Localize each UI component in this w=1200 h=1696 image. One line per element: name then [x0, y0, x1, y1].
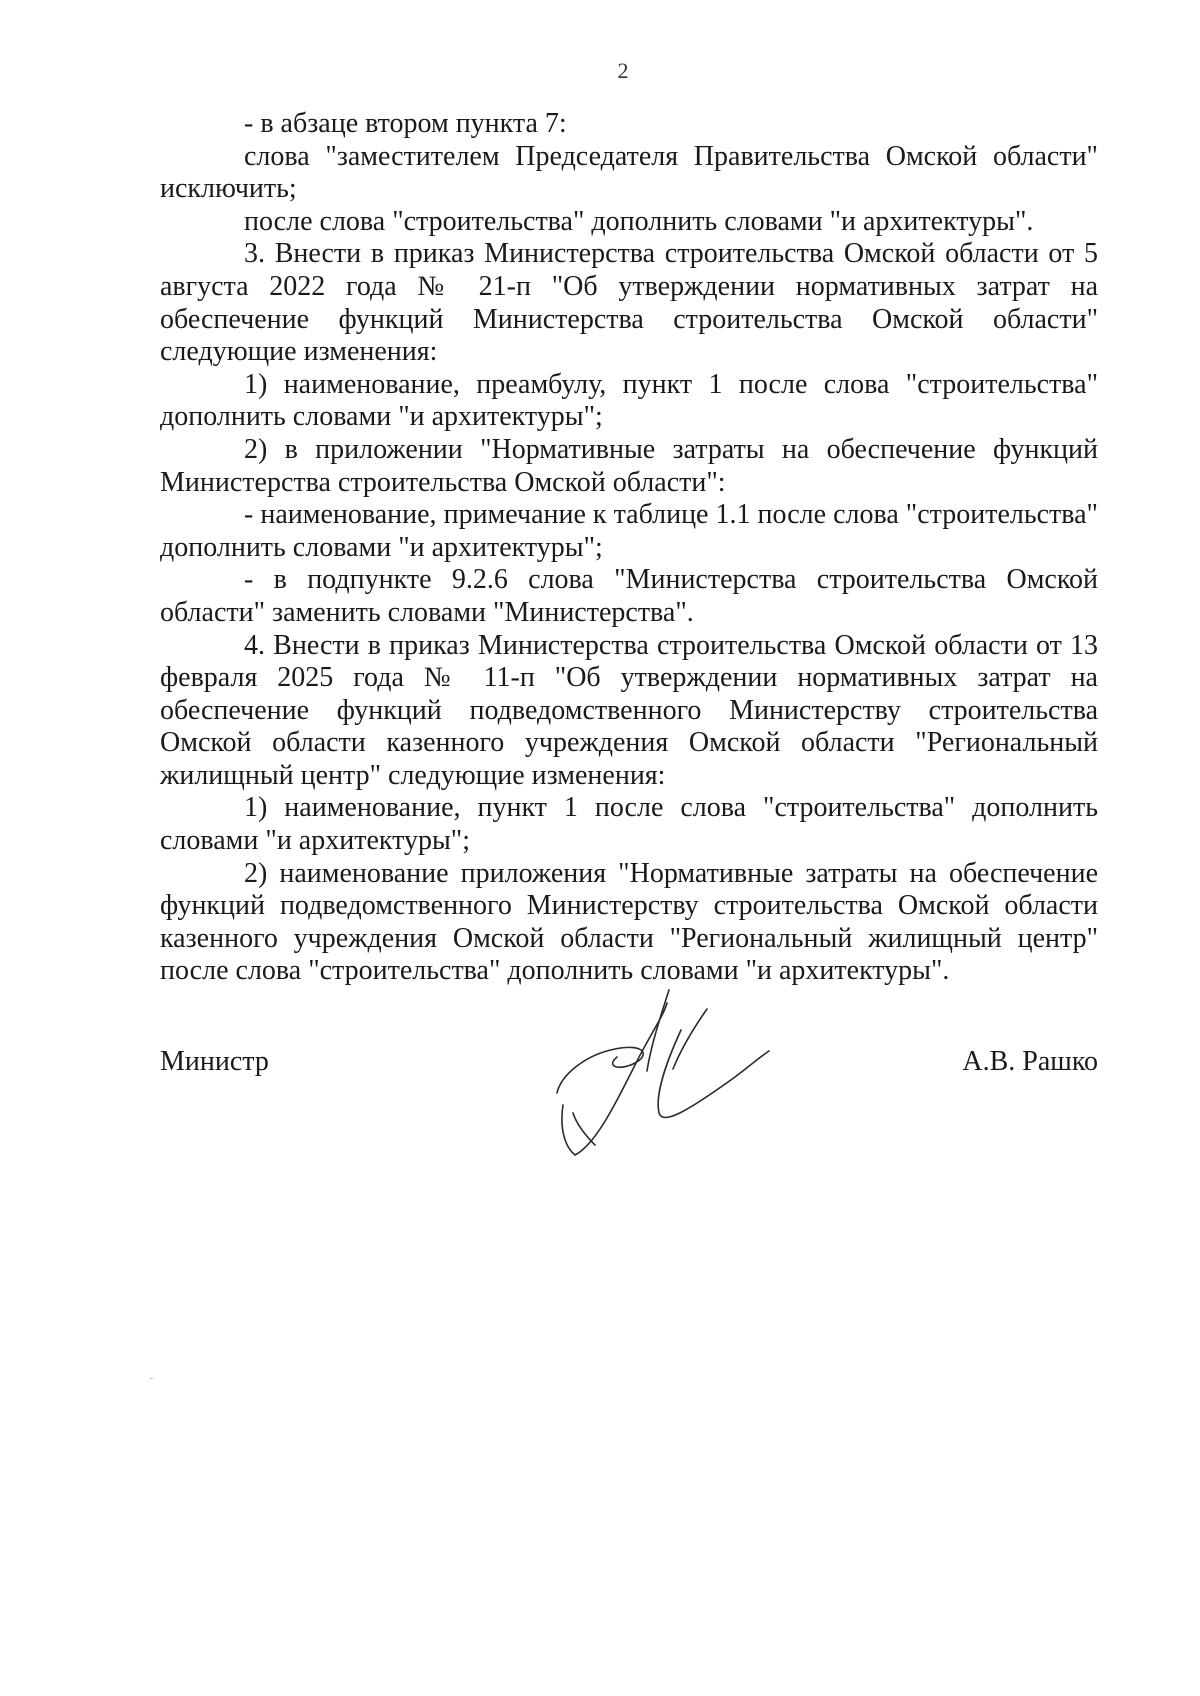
paragraph-section-3-item-2-dash-2: - в подпункте 9.2.6 слова "Министерства строительства Омской области" заменить словами "Министерства".: [160, 564, 1098, 628]
paragraph-section-4-item-1: 1) наименование, пункт 1 после слова "строительства" дополнить словами "и архитектуры";: [160, 792, 1098, 857]
scan-speck: [150, 1378, 153, 1379]
document-body: [160, 108, 1098, 988]
paragraph-section-4: 4. Внести в приказ Министерства строительства Омской области от 13 февраля 2025 года № 11-п "Об утверждении нормативных затрат на обеспечение функций подведомственного Министерству строительства Омской области казенного учреждения Омской области "Региональный жилищный центр" следующие изменения:: [160, 629, 1098, 791]
paragraph-section-4-item-2: 2) наименование приложения "Нормативные затраты на обеспечение функций подведомственного Министерству строительства Омской области казенного учреждения Омской области "Региональный жилищный центр" после слова "строительства" дополнить словами "и архитектуры".: [160, 857, 1098, 987]
handwritten-signature: [555, 985, 795, 1215]
signatory-name: А.В. Рашко: [962, 1046, 1098, 1077]
paragraph-section-3: 3. Внести в приказ Министерства строительства Омской области от 5 августа 2022 года № 21-п "Об утверждении нормативных затрат на обеспечение функций Министерства строительства Омской области" следующие изменения:: [160, 238, 1098, 368]
paragraph-section-3-item-2-dash-1: - наименование, примечание к таблице 1.1 после слова "строительства" дополнить словами "и архитектуры";: [160, 499, 1098, 563]
paragraph-add-architecture: после слова "строительства" дополнить словами "и архитектуры".: [244, 205, 1034, 237]
paragraph-section-3-item-1: 1) наименование, преамбулу, пункт 1 после слова "строительства" дополнить словами "и архитектуры";: [160, 368, 1098, 433]
paragraph-section-3-item-2: 2) в приложении "Нормативные затраты на обеспечение функций Министерства строительства Омской области":: [160, 433, 1098, 498]
paragraph-exclude-words: слова "заместителем Председателя Правительства Омской области" исключить;: [160, 140, 1098, 205]
paragraph-amend-item-7: - в абзаце втором пункта 7:: [244, 108, 567, 139]
signatory-title: Министр: [160, 1046, 269, 1077]
page-number: 2: [617, 58, 629, 83]
